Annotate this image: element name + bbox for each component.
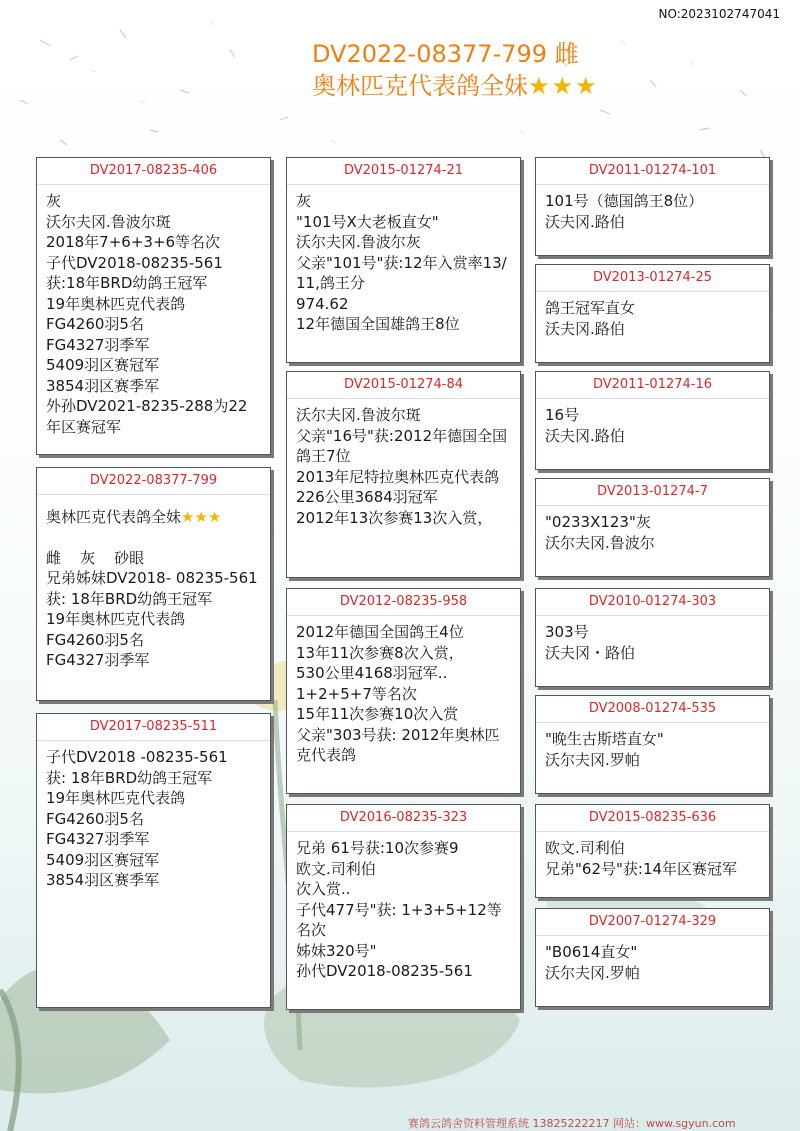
card-line: "0233X123"灰 [545,513,651,531]
ring-number: DV2015-01274-21 [287,158,520,185]
footer-contact-info: 赛鸽云鸽舍资料管理系统 13825222217 网站：www.sgyun.com [408,1117,736,1130]
card-body [536,936,769,987]
card-line: 974.62 [296,294,349,313]
card-body [536,723,769,774]
card-line: 303号 [545,623,589,641]
card-line: 226公里3684羽冠军 [296,488,438,506]
card-line: 欧文.司利伯 [296,859,376,878]
card-body [287,185,520,339]
card-line: FG4327羽季军 [46,335,150,354]
card-line: 沃夫冈.路伯 [545,212,625,231]
card-line: 沃夫冈.路伯 [545,426,625,445]
card-line: 鸽王冠军直女 [545,299,636,317]
card-line: 530公里4168羽冠军.. [296,664,448,682]
card-line: 兄弟"62号"获:14年区赛冠军 [545,859,738,878]
ring-number: DV2017-08235-511 [37,714,270,741]
card-line-text: 奥林匹克代表鸽全妹 [46,508,182,526]
star-rating-icons: ★★★ [181,508,222,526]
card-line: 19年奥林匹克代表鸽 [46,610,186,628]
pedigree-card-grandparent [286,157,521,363]
card-line: 孙代DV2018-08235-561 [296,962,473,980]
pedigree-card-great-grandparent [535,908,770,1007]
card-line: 灰 [46,192,62,210]
card-line: FG4260羽5名 [46,315,144,333]
card-body [536,506,769,557]
card-line: FG4327羽季军 [46,651,150,669]
card-line: 2013年尼特拉奥林匹克代表鸽 [296,467,500,486]
pedigree-card-great-grandparent [535,157,770,256]
pedigree-card-grandparent [286,588,521,794]
card-line: 姊妹320号" [296,941,377,960]
card-line: 获:18年BRD幼鸽王冠军 [46,274,208,292]
card-line: 3854羽区赛季军 [46,376,160,395]
card-line: 沃尔夫冈.罗帕 [545,963,640,982]
page-title [312,38,599,102]
card-body [287,399,520,532]
card-line [46,507,262,528]
pedigree-card-great-grandparent [535,478,770,577]
card-line: "B0614直女" [545,943,638,961]
card-line: 5409羽区赛冠军 [46,850,160,869]
ring-number: DV2007-01274-329 [536,909,769,936]
document-number: NO:2023102747041 [658,7,780,21]
card-line: FG4327羽季军 [46,830,150,848]
pedigree-card-grandparent [286,804,521,1010]
card-body [37,185,270,441]
card-line: 灰 [296,192,312,210]
card-line: 101号（德国鸽王8位） [545,192,704,210]
pedigree-card-great-grandparent [535,371,770,470]
card-line: 12年德国全国雄鸽王8位 [296,315,460,333]
card-body [536,185,769,236]
pedigree-card-sire [36,157,271,455]
card-line: 父亲"303号获: 2012年奥林匹克代表鸽 [296,725,500,764]
card-line: 次入赏.. [296,880,351,898]
card-line: FG4260羽5名 [46,809,144,828]
card-line: "晚生古斯塔直女" [545,730,664,748]
card-line: 沃尔夫冈.鲁波尔斑 [296,406,421,424]
pedigree-card-great-grandparent [535,804,770,898]
title-line-1: DV2022-08377-799 雌 [312,40,579,68]
card-line: 3854羽区赛季军 [46,871,160,889]
ring-number: DV2015-08235-636 [536,805,769,832]
ring-number: DV2012-08235-958 [287,589,520,616]
card-line: 2012年德国全国鸽王4位 [296,623,464,641]
title-line-2-text: 奥林匹克代表鸽全妹 [312,72,528,100]
pedigree-card-great-grandparent [535,588,770,687]
title-line-2 [312,70,599,102]
ring-number: DV2016-08235-323 [287,805,520,832]
card-line: 19年奥林匹克代表鸽 [46,294,186,313]
ring-number: DV2011-01274-16 [536,372,769,399]
card-line: 兄弟 61号获:10次参赛9 [296,839,459,857]
ring-number: DV2017-08235-406 [37,158,270,185]
card-body [536,616,769,667]
card-line: 15年11次参赛10次入赏 [296,705,459,723]
pedigree-card-great-grandparent [535,695,770,794]
card-line: 2018年7+6+3+6等名次 [46,233,221,251]
card-line: FG4260羽5名 [46,630,144,649]
card-line: 欧文.司利伯 [545,839,625,857]
card-line: 父亲"101号"获:12年入赏率13/11,鸽王分 [296,253,507,292]
card-line: 沃尔夫冈.鲁波尔斑 [46,212,171,231]
card-line: 子代DV2018 -08235-561 [46,748,228,766]
card-line: 5409羽区赛冠军 [46,356,160,374]
card-line: 父亲"16号"获:2012年德国全国鸽王7位 [296,426,508,465]
pedigree-card-grandparent [286,371,521,578]
ring-number: DV2022-08377-799 [37,468,270,495]
card-body [37,741,270,895]
ring-number: DV2011-01274-101 [536,158,769,185]
card-body [287,616,520,770]
card-line: 19年奥林匹克代表鸽 [46,789,186,807]
card-line: 沃夫冈.路伯 [545,319,625,338]
star-rating-icons: ★★★ [528,72,599,100]
card-line: 雌 灰 砂眼 [46,548,145,567]
card-line: "101号X大老板直女" [296,212,439,231]
card-body [536,832,769,883]
pedigree-card-great-grandparent [535,264,770,363]
card-line: 外孙DV2021-8235-288为22年区赛冠军 [46,397,248,436]
card-body [37,495,270,675]
card-line: 兄弟姊妹DV2018- 08235-561获: 18年BRD幼鸽王冠军 [46,569,258,608]
card-line: 2012年13次参赛13次入赏， [296,508,493,527]
card-line: 沃尔夫冈.鲁波尔 [545,533,655,552]
card-line: 13年11次参赛8次入赏， [296,643,464,662]
ring-number: DV2013-01274-7 [536,479,769,506]
ring-number: DV2015-01274-84 [287,372,520,399]
ring-number: DV2013-01274-25 [536,265,769,292]
card-body [287,832,520,986]
card-line: 1+2+5+7等名次 [296,684,417,703]
card-body [536,292,769,343]
pedigree-card-dam [36,713,271,1008]
card-line: 获: 18年BRD幼鸽王冠军 [46,768,213,787]
ring-number: DV2008-01274-535 [536,696,769,723]
card-line: 16号 [545,406,580,424]
card-line: 子代477号"获: 1+3+5+12等名次 [296,900,502,939]
card-body [536,399,769,450]
card-line: 沃尔夫冈.鲁波尔灰 [296,233,421,251]
card-line [46,528,262,548]
card-line: 子代DV2018-08235-561 [46,253,223,272]
ring-number: DV2010-01274-303 [536,589,769,616]
pedigree-card-subject [36,467,271,701]
card-line: 沃尔夫冈.罗帕 [545,750,640,769]
card-line: 沃夫冈・路伯 [545,643,636,662]
